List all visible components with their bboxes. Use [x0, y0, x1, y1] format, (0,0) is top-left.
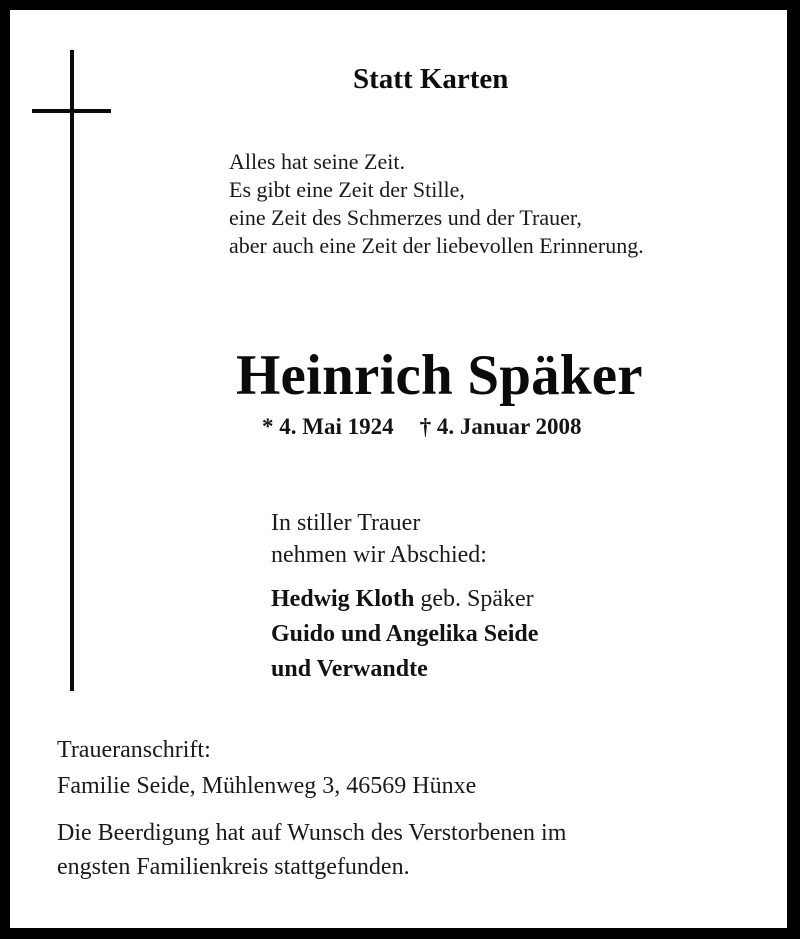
mourning-intro-line: nehmen wir Abschied:: [271, 542, 487, 568]
burial-note-line: Die Beerdigung hat auf Wunsch des Verstorbenen im: [57, 820, 567, 846]
mourner: [271, 617, 538, 652]
mourner: [271, 652, 538, 687]
birth-date: 4. Mai 1924: [279, 414, 394, 439]
mourner-suffix: geb. Späker: [420, 586, 534, 612]
death-dagger-icon: †: [419, 414, 432, 439]
address-label: Traueranschrift:: [57, 737, 211, 763]
address-value: Familie Seide, Mühlenweg 3, 46569 Hünxe: [57, 773, 477, 799]
mourning-address: [57, 732, 476, 804]
mourner-name: Guido und Angelika Seide: [271, 621, 539, 647]
birth-star-icon: *: [262, 414, 274, 439]
cross-vertical-bar: [70, 50, 74, 691]
deceased-name: Heinrich Späker: [236, 344, 643, 407]
mourning-intro-line: In stiller Trauer: [271, 510, 421, 536]
mourner-name: Hedwig Kloth: [271, 586, 415, 612]
notice-heading: Statt Karten: [353, 63, 509, 95]
obituary-notice: [10, 10, 787, 928]
cross-horizontal-bar: [32, 109, 111, 113]
poem-line: Alles hat seine Zeit.: [229, 149, 405, 174]
burial-note-line: engsten Familienkreis stattgefunden.: [57, 854, 410, 880]
poem: [229, 148, 644, 260]
mourner-name: und Verwandte: [271, 656, 428, 682]
mourner: [271, 582, 538, 617]
burial-note: [57, 816, 566, 884]
mourners-list: [271, 582, 538, 687]
poem-line: Es gibt eine Zeit der Stille,: [229, 177, 465, 202]
poem-line: aber auch eine Zeit der liebevollen Erinnerung.: [229, 233, 644, 258]
death-date: 4. Januar 2008: [436, 414, 582, 439]
mourning-intro: [271, 507, 487, 571]
life-dates: [262, 412, 582, 442]
poem-line: eine Zeit des Schmerzes und der Trauer,: [229, 205, 582, 230]
